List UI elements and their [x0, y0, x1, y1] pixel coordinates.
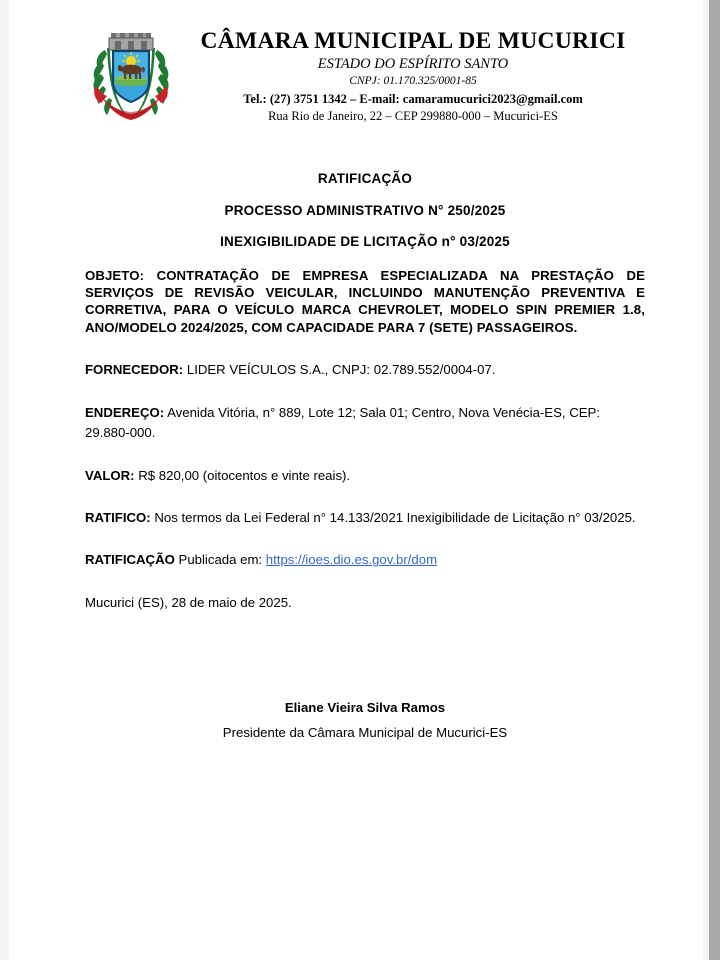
- document-headings: [85, 172, 645, 249]
- organization-state: ESTADO DO ESPÍRITO SANTO: [317, 56, 509, 73]
- endereco-label: ENDEREÇO:: [85, 404, 165, 420]
- organization-cnpj: CNPJ: 01.170.325/0001-85: [349, 75, 477, 88]
- section-local-data: Mucurici (ES), 28 de maio de 2025.: [85, 594, 292, 610]
- organization-contact: Tel.: (27) 3751 1342 – E-mail: camaramucurici2023@gmail.com: [243, 91, 583, 106]
- ratifico-text: Nos termos da Lei Federal n° 14.133/2021 Inexigibilidade de Licitação n° 03/2025.: [154, 510, 636, 525]
- objeto-label: OBJETO:: [85, 267, 145, 283]
- signature-block: [85, 697, 645, 743]
- section-valor: [85, 466, 645, 486]
- viewer-left-edge: [0, 0, 9, 960]
- section-fornecedor: [85, 360, 645, 380]
- organization-address: Rua Rio de Janeiro, 22 – CEP 299880-000 – Mucurici-ES: [268, 109, 558, 124]
- valor-text: R$ 820,00 (oitocentos e vinte reais).: [138, 467, 351, 483]
- valor-label: VALOR:: [85, 467, 135, 483]
- letterhead-text: [181, 24, 645, 125]
- viewer-scrollbar[interactable]: [709, 0, 720, 960]
- section-publicacao: [85, 550, 645, 570]
- coat-of-arms-icon: [85, 24, 177, 128]
- endereco-text: Avenida Vitória, n° 889, Lote 12; Sala 01; Centro, Nova Venécia-ES, CEP: 29.880-000.: [85, 404, 600, 441]
- section-endereco: [85, 403, 645, 444]
- fornecedor-label: FORNECEDOR:: [85, 362, 184, 378]
- organization-title: CÂMARA MUNICIPAL DE MUCURICI: [200, 28, 626, 54]
- objeto-text: CONTRATAÇÃO DE EMPRESA ESPECIALIZADA NA PRESTAÇÃO DE SERVIÇOS DE REVISÃO VEICULAR, INCLUINDO MANUTENÇÃO PREVENTIVA E CORRETIVA, PARA O VEÍCULO MARCA CHEVROLET, MODELO SPIN PREMIER 1.8, ANO/MODELO 2024/2025, COM CAPACIDADE PARA 7 (SETE) PASSAGEIROS.: [85, 267, 645, 335]
- ratifico-label: RATIFICO:: [85, 510, 151, 525]
- heading-inexigibilidade: INEXIGIBILIDADE DE LICITAÇÃO n° 03/2025: [220, 234, 510, 249]
- letterhead: [85, 18, 645, 128]
- signatory-name: Eliane Vieira Silva Ramos: [284, 700, 446, 716]
- publication-link[interactable]: https://ioes.dio.es.gov.br/dom: [265, 552, 438, 568]
- document-page: [9, 0, 703, 960]
- document-body: [85, 267, 645, 614]
- section-ratifico: [85, 508, 645, 528]
- heading-ratificacao: RATIFICAÇÃO: [317, 171, 413, 186]
- signatory-role: Presidente da Câmara Municipal de Mucurici-ES: [222, 725, 508, 741]
- section-objeto: [85, 267, 645, 337]
- heading-processo-administrativo: PROCESSO ADMINISTRATIVO N° 250/2025: [224, 202, 506, 218]
- publicacao-label: RATIFICAÇÃO: [85, 552, 175, 568]
- fornecedor-text: LIDER VEÍCULOS S.A., CNPJ: 02.789.552/0004-07.: [186, 362, 496, 378]
- publicacao-text: Publicada em:: [178, 552, 263, 568]
